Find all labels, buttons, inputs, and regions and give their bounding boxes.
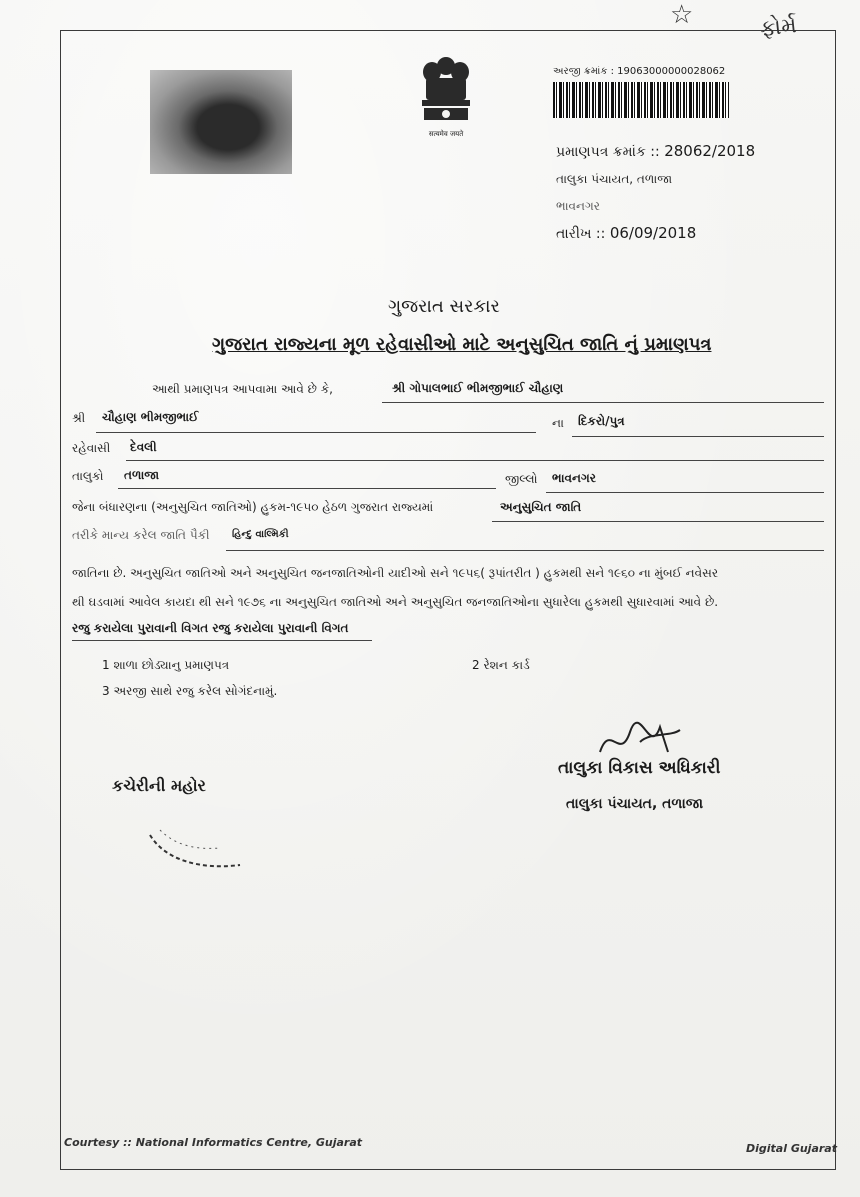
handwritten-corner-note: ફોર્મ: [758, 13, 798, 42]
taluka-value: તળાજા: [124, 468, 160, 482]
issuing-district: ભાવનગર: [556, 199, 600, 213]
stamp-mark: [140, 820, 250, 880]
legal-paragraph-line-2: થી ઘડવામાં આવેલ કાયદા થી સને ૧૯૭૬ ના અનુસુચિત જાતિઓ અને અનુસુચિત જનજાતિઓના સુધારેલા હુકમથી સુધારવામાં આવે છે.: [72, 595, 719, 609]
signatory-title: તાલુકા વિકાસ અધિકારી: [558, 758, 721, 778]
relation-prefix: ના: [552, 416, 564, 430]
evidence-item: 3 અરજી સાથે રજુ કરેલ સોગંદનામું.: [102, 684, 278, 698]
resident-label: રહેવાસી: [72, 441, 111, 455]
application-number: અરજી ક્રમાંક : 19063000000028062: [553, 66, 726, 77]
parent-name: ચૌહાણ ભીમજીભાઈ: [102, 410, 199, 424]
government-title: ગુજરાત સરકાર: [388, 296, 500, 317]
constitution-value: અનુસુચિત જાતિ: [500, 500, 582, 514]
issuing-office: તાલુકા પંચાયત, તળાજા: [556, 172, 673, 186]
barcode: [553, 82, 729, 118]
brand-text: Digital Gujarat: [746, 1142, 837, 1155]
district-value: ભાવનગર: [552, 471, 596, 485]
taluka-label: તાલુકો: [72, 469, 104, 483]
relation-value: દિકરો/પુત્ર: [578, 414, 625, 428]
star-mark-icon: ☆: [670, 0, 694, 30]
parent-prefix: શ્રી: [72, 411, 86, 425]
courtesy-text: Courtesy :: National Informatics Centre, Gujarat: [64, 1136, 363, 1149]
evidence-item: 1 શાળા છોડ્યાનુ પ્રમાણપત્ર: [102, 658, 230, 672]
certificate-title: ગુજરાત રાજ્યના મૂળ રહેવાસીઓ માટે અનુસુચિત જાતિ નું પ્રમાણપત્ર: [212, 334, 712, 355]
caste-value: હિન્દુ વાલ્મિકી: [232, 529, 289, 540]
evidence-heading: રજુ કરાયેલા પુરાવાની વિગત રજુ કરાયેલા પુરાવાની વિગત: [72, 621, 349, 635]
recognized-label: તરીકે માન્ય કરેલ જાતિ પૈકી: [72, 528, 210, 542]
applicant-photo: [150, 70, 292, 174]
emblem-motto: सत्यमेव जयते: [428, 130, 464, 138]
district-label: જીલ્લો: [505, 472, 538, 486]
applicant-name: શ્રી ગોપાલભાઈ ભીમજીભાઈ ચૌહાણ: [392, 381, 564, 395]
constitution-label: જેના બંધારણના (અનુસુચિત જાતિઓ) હુકમ-૧૯૫૦ હેઠળ ગુજરાત રાજ્યમાં: [72, 500, 434, 514]
signatory-office: તાલુકા પંચાયત, તળાજા: [566, 796, 704, 812]
issue-date: તારીખ :: 06/09/2018: [556, 224, 697, 242]
legal-paragraph-line-1: જાતિના છે. અનુસુચિત જાતિઓ અને અનુસુચિત જનજાતિઓની યાદીઓ સને ૧૯૫૬( રૂપાંતરીત ) હુકમથી સને ૧૯૬૦ ના મુંબઈ નવેસર: [72, 566, 719, 580]
evidence-item: 2 રેશન કાર્ડ: [472, 658, 530, 672]
office-seal-label: કચેરીની મહોર: [112, 776, 206, 795]
national-emblem-icon: [410, 52, 482, 142]
certificate-number: પ્રમાણપત્ર ક્રમાંક :: 28062/2018: [556, 142, 756, 160]
intro-label: આથી પ્રમાણપત્ર આપવામા આવે છે કે,: [152, 382, 333, 396]
resident-value: દેવલી: [130, 440, 157, 454]
